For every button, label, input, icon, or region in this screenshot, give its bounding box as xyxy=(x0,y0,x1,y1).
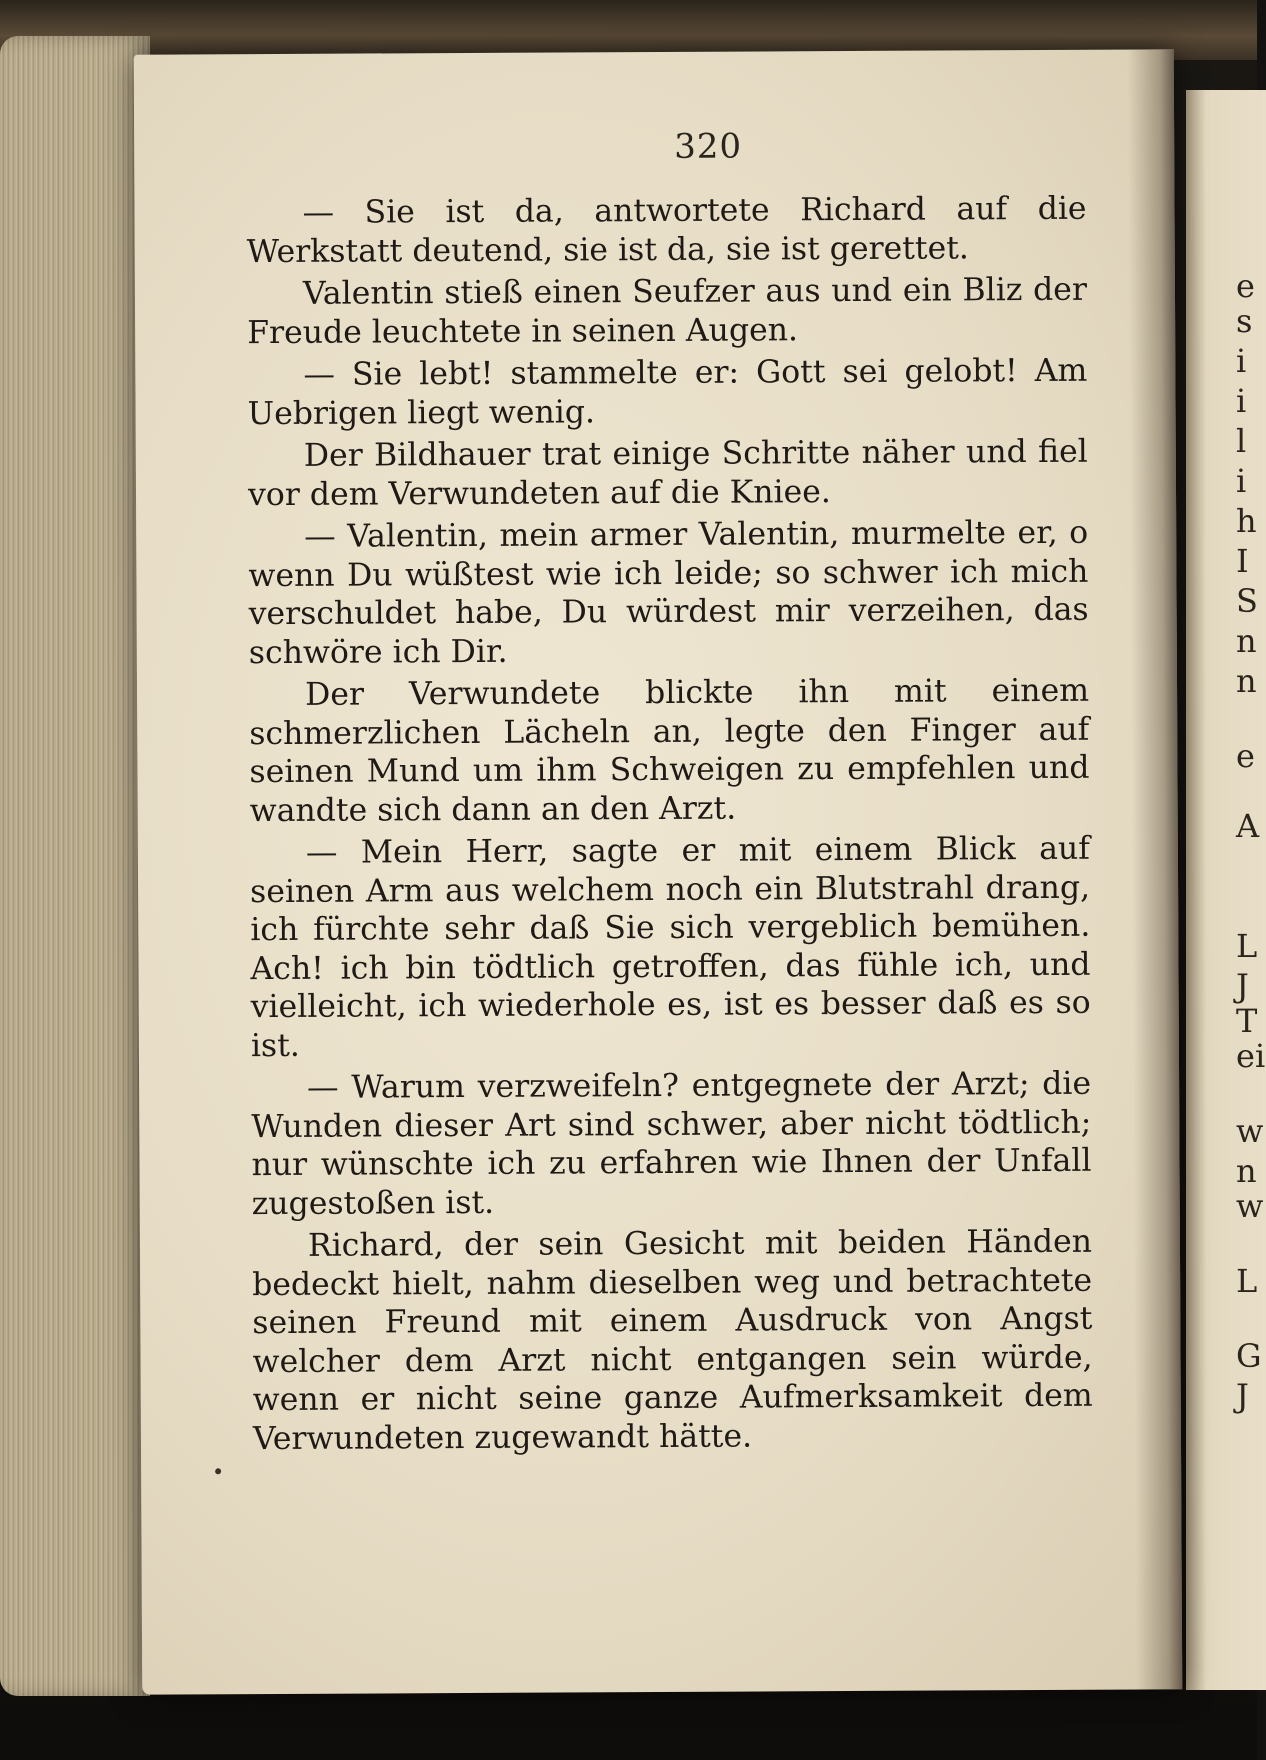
facing-fragment: T xyxy=(1236,1002,1258,1040)
facing-page xyxy=(1186,90,1266,1690)
facing-fragment: l xyxy=(1236,422,1247,460)
ink-speck xyxy=(215,1468,221,1474)
paragraph: — Valentin, mein armer Valentin, murmelte er, o wenn Du wüßtest wie ich leide; so schwer ich mich verschuldet habe, Du würdest mir verzeihen, das schwöre ich Dir. xyxy=(248,514,1089,671)
facing-fragment: i xyxy=(1236,382,1247,420)
facing-fragment: G xyxy=(1236,1337,1262,1375)
facing-fragment: w xyxy=(1236,1187,1264,1225)
paragraph: — Warum verzweifeln? entgegnete der Arzt; die Wunden dieser Art sind schwer, aber nicht tödtlich; nur wünschte ich zu erfahren wie Ihnen der Unfall zugestoßen ist. xyxy=(251,1065,1092,1222)
page-number: 320 xyxy=(674,126,743,167)
page-gutter-shadow xyxy=(1128,49,1183,1689)
facing-fragment: s xyxy=(1236,302,1253,340)
facing-fragment: n xyxy=(1236,662,1257,700)
facing-fragment: e xyxy=(1236,267,1255,305)
facing-fragment: ei xyxy=(1236,1037,1266,1075)
facing-fragment: J xyxy=(1236,967,1249,1005)
facing-fragment: S xyxy=(1236,582,1258,620)
facing-fragment: A xyxy=(1236,807,1260,845)
paragraph: Valentin stieß einen Seufzer aus und ein Bliz der Freude leuchtete in seinen Augen. xyxy=(247,271,1088,351)
facing-fragment: e xyxy=(1236,737,1255,775)
facing-fragment: i xyxy=(1236,462,1247,500)
facing-fragment: i xyxy=(1236,342,1247,380)
paragraph: Der Bildhauer trat einige Schritte näher und fiel vor dem Verwundeten auf die Kniee. xyxy=(247,433,1088,513)
facing-fragment: n xyxy=(1236,1152,1257,1190)
paragraph: — Mein Herr, sagte er mit einem Blick auf seinen Arm aus welchem noch ein Blutstrahl drang, ich fürchte sehr daß Sie sich vergeblich bemühen. Ach! ich bin tödtlich getroffen, das fühle ich, und vielleicht, ich wiederhole es, ist es besser daß es so ist. xyxy=(250,830,1091,1064)
paragraph: Richard, der sein Gesicht mit beiden Händen bedeckt hielt, nahm dieselben weg und betrachtete seinen Freund mit einem Ausdruck von Angst welcher dem Arzt nicht entgangen sein würde, wenn er nicht seine ganze Aufmerksamkeit dem Verwundeten zugewandt hätte. xyxy=(252,1223,1093,1457)
facing-fragment: J xyxy=(1236,1377,1249,1415)
facing-fragment: L xyxy=(1236,927,1258,965)
paragraph: Der Verwundete blickte ihn mit einem schmerzlichen Lächeln an, legte den Finger auf seinen Mund um ihm Schweigen zu empfehlen und wandte sich dann an den Arzt. xyxy=(249,672,1090,829)
book-page xyxy=(134,49,1183,1694)
facing-fragment: w xyxy=(1236,1112,1264,1150)
facing-fragment: L xyxy=(1236,1262,1258,1300)
page-text xyxy=(246,190,1093,1462)
facing-fragment: I xyxy=(1236,542,1249,580)
facing-fragment: h xyxy=(1236,502,1257,540)
facing-fragment: n xyxy=(1236,622,1257,660)
page-edges xyxy=(0,36,150,1696)
paragraph: — Sie lebt! stammelte er: Gott sei gelobt! Am Uebrigen liegt wenig. xyxy=(247,352,1088,432)
paragraph: — Sie ist da, antwortete Richard auf die Werkstatt deutend, sie ist da, sie ist gerettet. xyxy=(246,190,1087,270)
